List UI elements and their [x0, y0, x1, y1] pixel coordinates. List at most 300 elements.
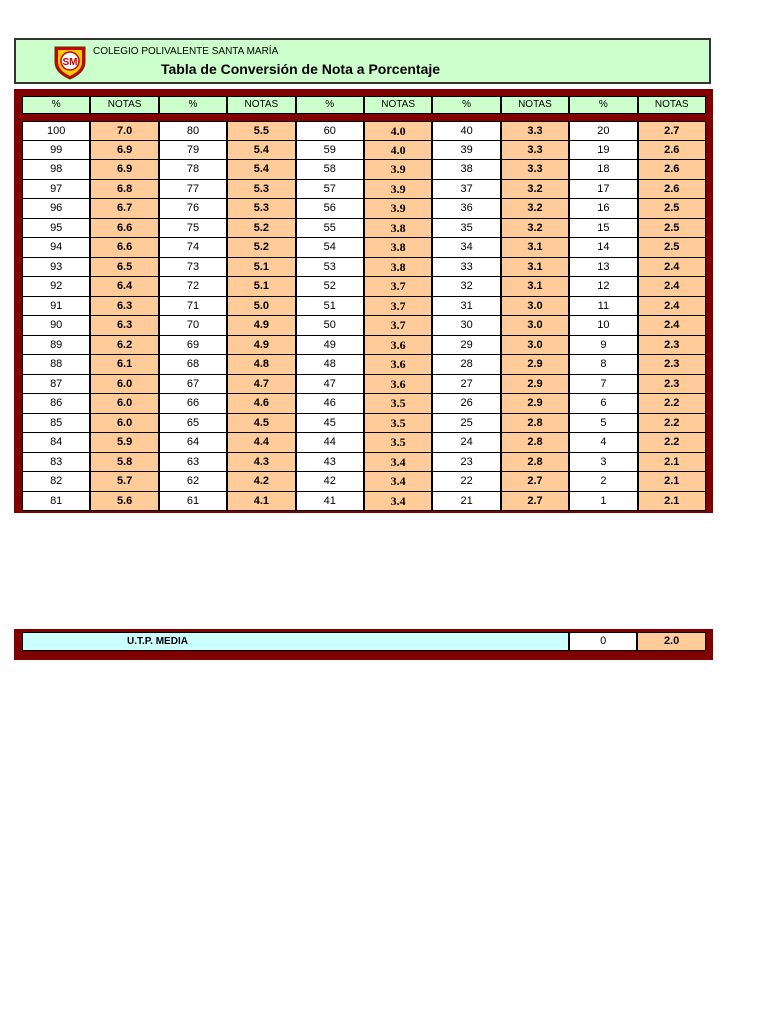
- grade-cell: 3.2: [501, 219, 569, 239]
- grade-cell: 2.4: [638, 297, 706, 317]
- percent-cell: 26: [432, 394, 500, 414]
- grade-cell: 2.5: [638, 199, 706, 219]
- percent-cell: 66: [159, 394, 227, 414]
- table-row: [569, 453, 706, 473]
- percent-cell: 11: [569, 297, 637, 317]
- grade-cell: 2.7: [501, 472, 569, 492]
- table-row: [296, 355, 433, 375]
- grade-cell: 6.3: [90, 297, 158, 317]
- table-column-group: [432, 121, 569, 511]
- percent-cell: 95: [22, 219, 90, 239]
- table-row: [159, 414, 296, 434]
- percent-cell: 9: [569, 336, 637, 356]
- table-row: [432, 180, 569, 200]
- column-header-percent: %: [432, 96, 500, 114]
- percent-cell: 4: [569, 433, 637, 453]
- grade-cell: 6.7: [90, 199, 158, 219]
- grade-cell: 5.1: [227, 277, 295, 297]
- grade-cell: 6.8: [90, 180, 158, 200]
- table-row: [159, 121, 296, 141]
- percent-cell: 89: [22, 336, 90, 356]
- column-header-percent: %: [159, 96, 227, 114]
- grade-cell: 4.0: [364, 141, 432, 161]
- grade-cell: 3.1: [501, 277, 569, 297]
- table-row: [296, 492, 433, 512]
- percent-cell: 76: [159, 199, 227, 219]
- percent-cell: 92: [22, 277, 90, 297]
- table-row: [432, 121, 569, 141]
- percent-cell: 83: [22, 453, 90, 473]
- percent-cell: 37: [432, 180, 500, 200]
- percent-cell: 17: [569, 180, 637, 200]
- percent-cell: 8: [569, 355, 637, 375]
- grade-cell: 4.3: [227, 453, 295, 473]
- table-row: [159, 316, 296, 336]
- grade-cell: 3.6: [364, 355, 432, 375]
- percent-cell: 58: [296, 160, 364, 180]
- grade-cell: 6.6: [90, 219, 158, 239]
- table-row: [432, 219, 569, 239]
- percent-cell: 81: [22, 492, 90, 512]
- grade-cell: 4.2: [227, 472, 295, 492]
- grade-cell: 3.7: [364, 316, 432, 336]
- table-row: [159, 180, 296, 200]
- table-row: [432, 316, 569, 336]
- percent-cell: 90: [22, 316, 90, 336]
- percent-cell: 64: [159, 433, 227, 453]
- grade-cell: 5.1: [227, 258, 295, 278]
- percent-cell: 70: [159, 316, 227, 336]
- grade-cell: 4.9: [227, 336, 295, 356]
- grade-cell: 6.0: [90, 394, 158, 414]
- percent-cell: 85: [22, 414, 90, 434]
- table-row: [22, 472, 159, 492]
- percent-cell: 67: [159, 375, 227, 395]
- table-row: [296, 219, 433, 239]
- table-row: [159, 355, 296, 375]
- table-row: [569, 277, 706, 297]
- grade-cell: 5.4: [227, 160, 295, 180]
- school-name: COLEGIO POLIVALENTE SANTA MARÍA: [93, 46, 279, 57]
- percent-cell: 65: [159, 414, 227, 434]
- footer-grade-cell: 2.0: [637, 632, 705, 651]
- percent-cell: 87: [22, 375, 90, 395]
- grade-cell: 3.6: [364, 336, 432, 356]
- percent-cell: 15: [569, 219, 637, 239]
- grade-cell: 3.1: [501, 238, 569, 258]
- table-row: [159, 160, 296, 180]
- table-row: [432, 394, 569, 414]
- utp-label-cell: [22, 632, 569, 651]
- grade-cell: 3.3: [501, 121, 569, 141]
- percent-cell: 41: [296, 492, 364, 512]
- grade-cell: 3.8: [364, 258, 432, 278]
- table-row: [159, 375, 296, 395]
- grade-cell: 4.9: [227, 316, 295, 336]
- grade-cell: 3.5: [364, 394, 432, 414]
- table-row: [159, 219, 296, 239]
- table-row: [432, 355, 569, 375]
- table-column-group: [22, 121, 159, 511]
- grade-cell: 5.7: [90, 472, 158, 492]
- grade-cell: 4.1: [227, 492, 295, 512]
- percent-cell: 22: [432, 472, 500, 492]
- table-row: [22, 433, 159, 453]
- table-row: [569, 433, 706, 453]
- grade-cell: 6.0: [90, 375, 158, 395]
- percent-cell: 94: [22, 238, 90, 258]
- table-row: [432, 277, 569, 297]
- grade-cell: 2.2: [638, 414, 706, 434]
- percent-cell: 47: [296, 375, 364, 395]
- grade-cell: 2.3: [638, 336, 706, 356]
- table-row: [569, 316, 706, 336]
- grade-cell: 2.1: [638, 492, 706, 512]
- table-row: [569, 414, 706, 434]
- conversion-table-frame: [14, 89, 713, 513]
- table-row: [159, 199, 296, 219]
- table-row: [296, 180, 433, 200]
- grade-cell: 6.0: [90, 414, 158, 434]
- grade-cell: 2.8: [501, 414, 569, 434]
- percent-cell: 54: [296, 238, 364, 258]
- table-row: [569, 199, 706, 219]
- column-header-notas: NOTAS: [90, 96, 158, 114]
- percent-cell: 31: [432, 297, 500, 317]
- table-row: [432, 160, 569, 180]
- table-row: [296, 258, 433, 278]
- percent-cell: 50: [296, 316, 364, 336]
- table-row: [432, 336, 569, 356]
- percent-cell: 43: [296, 453, 364, 473]
- table-row: [159, 277, 296, 297]
- table-row: [159, 258, 296, 278]
- table-row: [296, 238, 433, 258]
- percent-cell: 16: [569, 199, 637, 219]
- table-row: [296, 453, 433, 473]
- grade-cell: 4.7: [227, 375, 295, 395]
- percent-cell: 88: [22, 355, 90, 375]
- grade-cell: 5.2: [227, 219, 295, 239]
- table-row: [159, 238, 296, 258]
- percent-cell: 45: [296, 414, 364, 434]
- percent-cell: 23: [432, 453, 500, 473]
- percent-cell: 10: [569, 316, 637, 336]
- grade-cell: 2.6: [638, 141, 706, 161]
- table-row: [22, 180, 159, 200]
- grade-cell: 6.5: [90, 258, 158, 278]
- percent-cell: 6: [569, 394, 637, 414]
- grade-cell: 6.9: [90, 160, 158, 180]
- percent-cell: 55: [296, 219, 364, 239]
- table-row: [22, 160, 159, 180]
- table-row: [159, 141, 296, 161]
- grade-cell: 4.5: [227, 414, 295, 434]
- percent-cell: 72: [159, 277, 227, 297]
- grade-cell: 3.8: [364, 219, 432, 239]
- grade-cell: 3.2: [501, 180, 569, 200]
- percent-cell: 99: [22, 141, 90, 161]
- percent-cell: 1: [569, 492, 637, 512]
- table-row: [159, 453, 296, 473]
- table-row: [159, 336, 296, 356]
- grade-cell: 2.9: [501, 355, 569, 375]
- percent-cell: 21: [432, 492, 500, 512]
- percent-cell: 7: [569, 375, 637, 395]
- table-row: [159, 492, 296, 512]
- grade-cell: 5.3: [227, 180, 295, 200]
- percent-cell: 93: [22, 258, 90, 278]
- grade-cell: 5.2: [227, 238, 295, 258]
- percent-cell: 59: [296, 141, 364, 161]
- grade-cell: 3.1: [501, 258, 569, 278]
- grade-cell: 4.8: [227, 355, 295, 375]
- grade-cell: 2.4: [638, 258, 706, 278]
- percent-cell: 25: [432, 414, 500, 434]
- percent-cell: 91: [22, 297, 90, 317]
- percent-cell: 52: [296, 277, 364, 297]
- table-row: [432, 414, 569, 434]
- table-row: [432, 199, 569, 219]
- grade-cell: 3.3: [501, 141, 569, 161]
- table-row: [22, 219, 159, 239]
- grade-cell: 3.5: [364, 433, 432, 453]
- grade-cell: 6.4: [90, 277, 158, 297]
- table-row: [432, 453, 569, 473]
- grade-cell: 3.7: [364, 297, 432, 317]
- grade-cell: 2.4: [638, 277, 706, 297]
- table-row: [22, 121, 159, 141]
- table-row: [296, 472, 433, 492]
- table-row: [296, 297, 433, 317]
- table-row: [569, 238, 706, 258]
- table-row: [22, 492, 159, 512]
- table-row: [569, 472, 706, 492]
- utp-label: U.T.P. MEDIA: [127, 636, 188, 647]
- percent-cell: 80: [159, 121, 227, 141]
- grade-cell: 3.2: [501, 199, 569, 219]
- table-row: [569, 492, 706, 512]
- table-row: [22, 394, 159, 414]
- grade-cell: 3.0: [501, 336, 569, 356]
- grade-cell: 6.3: [90, 316, 158, 336]
- table-row: [569, 336, 706, 356]
- document-header: [14, 38, 711, 84]
- percent-cell: 79: [159, 141, 227, 161]
- percent-cell: 34: [432, 238, 500, 258]
- grade-cell: 2.4: [638, 316, 706, 336]
- column-header-notas: NOTAS: [364, 96, 432, 114]
- grade-cell: 3.0: [501, 297, 569, 317]
- grade-cell: 6.6: [90, 238, 158, 258]
- table-row: [432, 433, 569, 453]
- table-row: [432, 297, 569, 317]
- percent-cell: 35: [432, 219, 500, 239]
- grade-cell: 3.5: [364, 414, 432, 434]
- grade-cell: 2.3: [638, 355, 706, 375]
- percent-cell: 18: [569, 160, 637, 180]
- grade-cell: 6.9: [90, 141, 158, 161]
- table-row: [296, 199, 433, 219]
- table-row: [432, 238, 569, 258]
- grade-cell: 3.8: [364, 238, 432, 258]
- column-header-notas: NOTAS: [638, 96, 706, 114]
- grade-cell: 6.1: [90, 355, 158, 375]
- table-row: [22, 355, 159, 375]
- table-row: [22, 238, 159, 258]
- column-header-percent: %: [296, 96, 364, 114]
- table-row: [432, 492, 569, 512]
- grade-cell: 2.1: [638, 472, 706, 492]
- table-column-group: [159, 121, 296, 511]
- table-row: [569, 219, 706, 239]
- grade-cell: 5.0: [227, 297, 295, 317]
- percent-cell: 48: [296, 355, 364, 375]
- percent-cell: 75: [159, 219, 227, 239]
- school-shield-icon: [52, 44, 88, 80]
- grade-cell: 2.7: [501, 492, 569, 512]
- percent-cell: 5: [569, 414, 637, 434]
- conversion-table: [22, 121, 706, 511]
- table-row: [296, 433, 433, 453]
- table-column-group: [569, 121, 706, 511]
- table-row: [22, 277, 159, 297]
- table-row: [296, 277, 433, 297]
- percent-cell: 20: [569, 121, 637, 141]
- percent-cell: 33: [432, 258, 500, 278]
- grade-cell: 5.3: [227, 199, 295, 219]
- column-header-notas: NOTAS: [227, 96, 295, 114]
- table-row: [159, 472, 296, 492]
- percent-cell: 71: [159, 297, 227, 317]
- grade-cell: 3.7: [364, 277, 432, 297]
- percent-cell: 40: [432, 121, 500, 141]
- percent-cell: 28: [432, 355, 500, 375]
- table-row: [569, 160, 706, 180]
- percent-cell: 73: [159, 258, 227, 278]
- percent-cell: 3: [569, 453, 637, 473]
- grade-cell: 3.3: [501, 160, 569, 180]
- percent-cell: 86: [22, 394, 90, 414]
- percent-cell: 97: [22, 180, 90, 200]
- grade-cell: 3.9: [364, 199, 432, 219]
- percent-cell: 24: [432, 433, 500, 453]
- grade-cell: 5.5: [227, 121, 295, 141]
- grade-cell: 5.4: [227, 141, 295, 161]
- page-title: Tabla de Conversión de Nota a Porcentaje: [161, 61, 441, 77]
- percent-cell: 96: [22, 199, 90, 219]
- percent-cell: 38: [432, 160, 500, 180]
- column-header-row: [22, 96, 706, 114]
- percent-cell: 57: [296, 180, 364, 200]
- grade-cell: 2.8: [501, 433, 569, 453]
- table-row: [22, 199, 159, 219]
- grade-cell: 2.2: [638, 394, 706, 414]
- table-row: [432, 472, 569, 492]
- grade-cell: 6.2: [90, 336, 158, 356]
- grade-cell: 2.5: [638, 238, 706, 258]
- footer-bar: [14, 629, 713, 660]
- table-row: [22, 414, 159, 434]
- table-row: [569, 258, 706, 278]
- grade-cell: 2.6: [638, 180, 706, 200]
- percent-cell: 56: [296, 199, 364, 219]
- percent-cell: 51: [296, 297, 364, 317]
- table-row: [22, 375, 159, 395]
- percent-cell: 27: [432, 375, 500, 395]
- column-header-notas: NOTAS: [501, 96, 569, 114]
- table-row: [159, 297, 296, 317]
- grade-cell: 2.1: [638, 453, 706, 473]
- table-row: [432, 258, 569, 278]
- percent-cell: 14: [569, 238, 637, 258]
- percent-cell: 100: [22, 121, 90, 141]
- table-row: [569, 121, 706, 141]
- table-column-group: [296, 121, 433, 511]
- grade-cell: 2.6: [638, 160, 706, 180]
- grade-cell: 2.3: [638, 375, 706, 395]
- grade-cell: 3.9: [364, 180, 432, 200]
- percent-cell: 61: [159, 492, 227, 512]
- grade-cell: 3.6: [364, 375, 432, 395]
- grade-cell: 3.4: [364, 453, 432, 473]
- grade-cell: 4.4: [227, 433, 295, 453]
- table-row: [569, 180, 706, 200]
- table-row: [22, 258, 159, 278]
- table-row: [159, 394, 296, 414]
- table-row: [296, 316, 433, 336]
- table-row: [296, 141, 433, 161]
- grade-cell: 5.9: [90, 433, 158, 453]
- percent-cell: 42: [296, 472, 364, 492]
- grade-cell: 3.4: [364, 492, 432, 512]
- grade-cell: 3.0: [501, 316, 569, 336]
- percent-cell: 77: [159, 180, 227, 200]
- table-row: [296, 394, 433, 414]
- grade-cell: 3.9: [364, 160, 432, 180]
- table-row: [569, 355, 706, 375]
- grade-cell: 2.9: [501, 375, 569, 395]
- column-header-percent: %: [22, 96, 90, 114]
- percent-cell: 44: [296, 433, 364, 453]
- table-row: [569, 375, 706, 395]
- percent-cell: 46: [296, 394, 364, 414]
- grade-cell: 7.0: [90, 121, 158, 141]
- percent-cell: 69: [159, 336, 227, 356]
- percent-cell: 63: [159, 453, 227, 473]
- percent-cell: 13: [569, 258, 637, 278]
- grade-cell: 2.2: [638, 433, 706, 453]
- table-row: [569, 297, 706, 317]
- percent-cell: 19: [569, 141, 637, 161]
- percent-cell: 49: [296, 336, 364, 356]
- table-row: [22, 141, 159, 161]
- table-row: [569, 394, 706, 414]
- grade-cell: 4.6: [227, 394, 295, 414]
- table-row: [296, 160, 433, 180]
- grade-cell: 2.8: [501, 453, 569, 473]
- table-row: [432, 375, 569, 395]
- percent-cell: 60: [296, 121, 364, 141]
- table-row: [569, 141, 706, 161]
- grade-cell: 2.9: [501, 394, 569, 414]
- footer-percent-cell: 0: [569, 632, 637, 651]
- percent-cell: 39: [432, 141, 500, 161]
- grade-cell: 2.5: [638, 219, 706, 239]
- logo-letters: SM: [62, 57, 78, 68]
- grade-cell: 5.8: [90, 453, 158, 473]
- table-row: [296, 121, 433, 141]
